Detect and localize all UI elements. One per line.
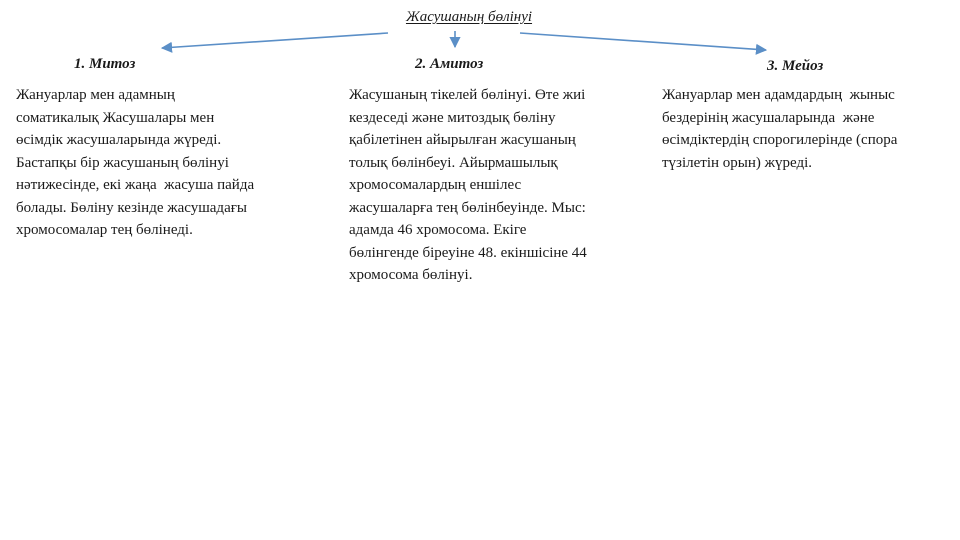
heading-amitosis: 2. Амитоз: [415, 56, 484, 72]
text-mitosis: Жануарлар мен адамның соматикалық Жасушалары мен өсімдік жасушаларында жүреді. Бастапқы бір жасушаның бөлінуі нәтижесінде, екі жаңа жасуша пайда болады. Бөліну кезінде жасушадағы хромосомалар тең бөлінеді.: [16, 87, 255, 238]
text-meiosis: Жануарлар мен адамдардың жыныс бездерінің жасушаларында және өсімдіктердің спорогилерінде (спора түзілетін орын) жүреді.: [662, 87, 898, 171]
text-amitosis: Жасушаның тікелей бөлінуі. Өте жиі кездеседі және митоздық бөліну қабілетінен айырылған жасушаның толық бөлінбеуі. Айырмашылық хромосомалардың еншілес жасушаларға тең бөлінбеуінде. Мыс: адамда 46 хромосома. Екіге бөлінгенде біреуіне 48. екіншісіне 44 хромосома бөлінуі.: [349, 87, 587, 283]
heading-mitosis: 1. Митоз: [74, 56, 136, 72]
arrow-to-mitosis: [162, 33, 388, 48]
arrow-to-meiosis: [520, 33, 766, 50]
heading-meiosis: 3. Мейоз: [767, 58, 824, 74]
page-title: Жасушаның бөлінуі: [405, 9, 533, 25]
